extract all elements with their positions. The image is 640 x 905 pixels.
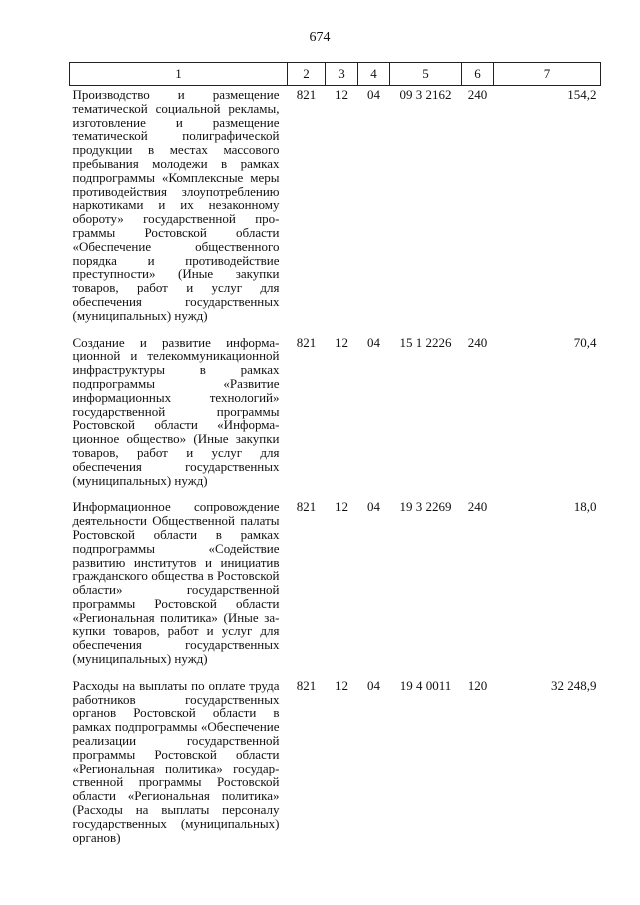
column-header-1: 1	[70, 63, 288, 86]
table-row	[70, 498, 601, 677]
column-header-3: 3	[326, 63, 358, 86]
row-description: Создание и развитие информационной и телекоммуникационной инфраструктуры в рамках подпрограммы «Развитие информационных технологий» государственной программы Ростовской области «Информационное общество» (Иные закупки товаров, работ и услуг для обеспечения государственных (муниципальных) нужд)	[72, 334, 280, 488]
column-number-row	[70, 63, 601, 86]
row-subsection-code: 04	[367, 499, 380, 515]
column-header-4: 4	[358, 63, 390, 86]
row-expense-type: 240	[467, 334, 488, 350]
row-target-code: 19 3 2269	[399, 499, 452, 515]
row-amount: 32 248,9	[551, 677, 597, 693]
row-amount: 18,0	[573, 499, 597, 515]
column-header-2: 2	[288, 63, 326, 86]
row-target-code: 19 4 0011	[399, 677, 452, 693]
row-subsection-code: 04	[367, 87, 380, 102]
row-section-code: 12	[335, 677, 348, 693]
row-target-code: 15 1 2226	[399, 334, 452, 350]
row-expense-type: 240	[467, 499, 488, 515]
column-header-6: 6	[462, 63, 494, 86]
row-expense-type: 240	[467, 87, 488, 102]
row-section-code: 12	[335, 499, 348, 515]
row-amount: 70,4	[573, 334, 597, 350]
row-target-code: 09 3 2162	[399, 87, 452, 102]
table-row	[70, 677, 601, 856]
row-ministry-code: 821	[296, 334, 317, 350]
row-subsection-code: 04	[367, 334, 380, 350]
row-description: Информационное сопровождение деятельности Общественной палаты Ростовской области в рамках подпрограммы «Содействие развитию институтов и инициатив гражданского общества в Ростовской области» государственной программы Ростовской области «Региональная политика» (Иные закупки товаров, работ и услуг для обеспечения государственных (муниципальных) нужд)	[72, 499, 280, 667]
row-amount: 154,2	[567, 87, 597, 102]
row-expense-type: 120	[467, 677, 488, 693]
page-number: 674	[309, 30, 331, 45]
row-description: Расходы на выплаты по оплате труда работников государственных органов Ростовской области в рамках подпрограммы «Обеспечение реализации государственной программы Ростовской области «Региональная политика» государственной программы Ростовской области «Региональная политика» (Расходы на выплаты персоналу государственных (муниципальных) органов)	[72, 677, 280, 845]
budget-table	[69, 62, 601, 855]
row-ministry-code: 821	[296, 677, 317, 693]
table-row	[70, 334, 601, 499]
row-ministry-code: 821	[296, 499, 317, 515]
row-description: Производство и размещение тематической социальной рекламы, изготовление и размещение тематической полиграфической продукции в местах массового пребывания молодежи в рамках подпрограммы «Комплексные меры противодействия злоупотреблению наркотиками и их незаконному обороту» государственной программы Ростовской области «Обеспечение общественного порядка и противодействие преступности» (Иные закупки товаров, работ и услуг для обеспечения государственных (муниципальных) нужд)	[72, 87, 280, 323]
table-row	[70, 86, 601, 334]
row-section-code: 12	[335, 334, 348, 350]
row-subsection-code: 04	[367, 677, 380, 693]
row-section-code: 12	[335, 87, 348, 102]
column-header-7: 7	[494, 63, 601, 86]
row-ministry-code: 821	[296, 87, 317, 102]
column-header-5: 5	[390, 63, 462, 86]
